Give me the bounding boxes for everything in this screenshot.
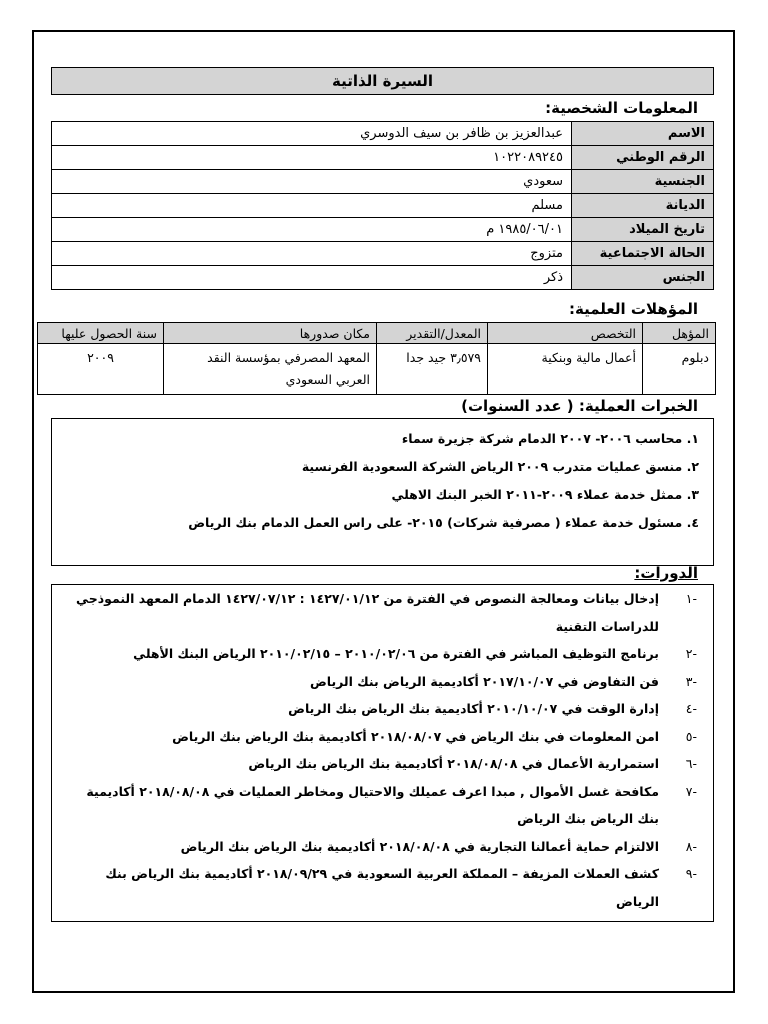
course-text: إدارة الوقت في ٢٠١٠/١٠/٠٧ أكاديمية بنك الرياض بنك الرياض bbox=[288, 701, 659, 716]
experience-item: ١. محاسب ٢٠٠٦- ٢٠٠٧ الدمام شركة جزيرة سماء bbox=[401, 431, 699, 446]
personal-row bbox=[52, 218, 714, 242]
degree-cell: دبلوم bbox=[643, 344, 716, 395]
qualifications-header-row bbox=[38, 323, 716, 344]
place-cell: المعهد المصرفي بمؤسسة النقد العربي السعودي bbox=[164, 344, 377, 395]
personal-label: الديانة bbox=[572, 194, 714, 218]
course-text: استمرارية الأعمال في ٢٠١٨/٠٨/٠٨ أكاديمية بنك الرياض بنك الرياض bbox=[248, 756, 659, 771]
course-number: -١ bbox=[685, 591, 697, 606]
personal-info-table bbox=[51, 121, 714, 290]
course-text: مكافحة غسل الأموال , مبدا اعرف عميلك والاحتيال ومخاطر العمليات في ٢٠١٨/٠٨/٠٨ أكاديمية بنك الرياض بنك الرياض bbox=[86, 783, 659, 826]
major-cell: أعمال مالية وبنكية bbox=[488, 344, 643, 395]
degree-header: المؤهل bbox=[643, 323, 716, 344]
course-item bbox=[62, 833, 697, 861]
personal-row bbox=[52, 266, 714, 290]
course-item bbox=[62, 585, 697, 640]
course-text: الالتزام حماية أعمالنا التجارية في ٢٠١٨/٠٨/٠٨ أكاديمية بنك الرياض بنك الرياض bbox=[180, 838, 659, 854]
courses-list bbox=[52, 585, 713, 915]
course-number: -٢ bbox=[685, 646, 697, 661]
course-number: -٣ bbox=[685, 673, 697, 689]
personal-value: متزوج bbox=[52, 242, 572, 266]
qualifications-table bbox=[37, 322, 716, 395]
experience-heading: الخبرات العملية: ( عدد السنوات) bbox=[461, 397, 698, 415]
personal-row bbox=[52, 122, 714, 146]
experience-item: ٤. مسئول خدمة عملاء ( مصرفية شركات) ٢٠١٥- على راس العمل الدمام بنك الرياض bbox=[188, 515, 699, 530]
experience-item: ٢. منسق عمليات متدرب ٢٠٠٩ الرياض الشركة السعودية الفرنسية bbox=[301, 459, 699, 474]
courses-box bbox=[51, 584, 714, 922]
personal-value: مسلم bbox=[52, 194, 572, 218]
course-number: -٩ bbox=[685, 866, 697, 881]
experience-box bbox=[51, 418, 714, 566]
personal-value: عبدالعزيز بن ظافر بن سيف الدوسري bbox=[52, 122, 572, 146]
experience-item: ٣. ممثل خدمة عملاء ٢٠٠٩-٢٠١١ الخبر البنك الاهلي bbox=[391, 487, 699, 502]
courses-heading: الدورات: bbox=[634, 564, 698, 582]
personal-row bbox=[52, 170, 714, 194]
course-number: -٤ bbox=[685, 701, 697, 716]
course-number: -٨ bbox=[685, 838, 697, 854]
grade-header: المعدل/التقدير bbox=[377, 323, 488, 344]
personal-value: ذكر bbox=[52, 266, 572, 290]
course-item bbox=[62, 778, 697, 833]
major-header: التخصص bbox=[488, 323, 643, 344]
course-item bbox=[62, 695, 697, 723]
personal-label: الرقم الوطني bbox=[572, 146, 714, 170]
year-header: سنة الحصول عليها bbox=[38, 323, 164, 344]
personal-value: ١٩٨٥/٠٦/٠١ م bbox=[52, 218, 572, 242]
personal-label: الاسم bbox=[572, 122, 714, 146]
personal-row bbox=[52, 146, 714, 170]
personal-row bbox=[52, 194, 714, 218]
personal-label: تاريخ الميلاد bbox=[572, 218, 714, 242]
personal-value: سعودي bbox=[52, 170, 572, 194]
grade-cell: ٣٫٥٧٩ جيد جدا bbox=[377, 344, 488, 395]
course-number: -٦ bbox=[685, 756, 697, 771]
course-number: -٥ bbox=[685, 728, 697, 744]
document-title: السيرة الذاتية bbox=[51, 67, 714, 95]
course-item bbox=[62, 860, 697, 915]
course-item bbox=[62, 640, 697, 668]
personal-row bbox=[52, 242, 714, 266]
experience-list bbox=[52, 419, 713, 537]
qualifications-row bbox=[38, 344, 716, 395]
course-text: امن المعلومات في بنك الرياض في ٢٠١٨/٠٨/٠٧ أكاديمية بنك الرياض بنك الرياض bbox=[172, 728, 659, 744]
personal-label: الجنسية bbox=[572, 170, 714, 194]
course-text: برنامج التوظيف المباشر في الفترة من ٢٠١٠/٠٢/٠٦ – ٢٠١٠/٠٢/١٥ الرياض البنك الأهلي bbox=[133, 646, 659, 661]
personal-label: الحالة الاجتماعية bbox=[572, 242, 714, 266]
course-text: كشف العملات المزيفة – المملكة العربية السعودية في ٢٠١٨/٠٩/٢٩ أكاديمية بنك الرياض بنك الرياض bbox=[105, 866, 659, 909]
personal-value: ١٠٢٢٠٨٩٢٤٥ bbox=[52, 146, 572, 170]
course-item bbox=[62, 668, 697, 696]
course-text: فن التفاوض في ٢٠١٧/١٠/٠٧ أكاديمية الرياض بنك الرياض bbox=[309, 673, 659, 689]
personal-info-heading: المعلومات الشخصية: bbox=[545, 99, 698, 117]
course-text: إدخال بيانات ومعالجة النصوص في الفترة من ١٤٢٧/٠١/١٢ : ١٤٢٧/٠٧/١٢ الدمام المعهد النموذجي للدراسات التقنية bbox=[76, 591, 659, 634]
year-cell: ٢٠٠٩ bbox=[38, 344, 164, 395]
course-number: -٧ bbox=[685, 783, 697, 799]
course-item bbox=[62, 723, 697, 751]
qualifications-heading: المؤهلات العلمية: bbox=[569, 300, 698, 318]
place-header: مكان صدورها bbox=[164, 323, 377, 344]
personal-label: الجنس bbox=[572, 266, 714, 290]
course-item bbox=[62, 750, 697, 778]
